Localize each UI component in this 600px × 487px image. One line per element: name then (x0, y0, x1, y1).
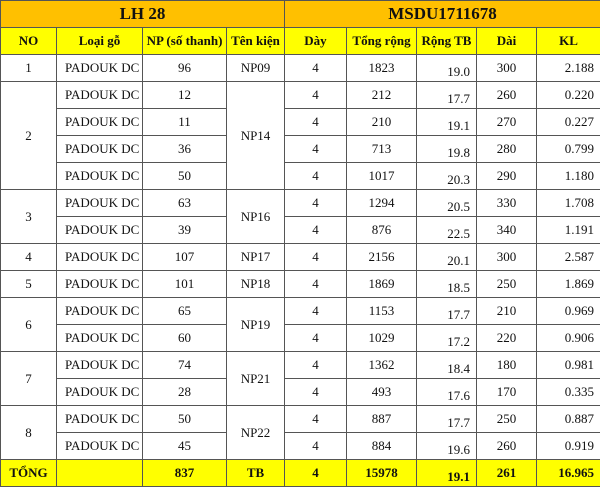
cell-avg-width: 22.5 (417, 217, 477, 244)
cell-np: 11 (143, 109, 227, 136)
col-header-length: Dài (477, 28, 537, 55)
cell-total-width: 713 (347, 136, 417, 163)
cell-total-width: 876 (347, 217, 417, 244)
cell-wood-type: PADOUK DC (57, 271, 143, 298)
cell-volume: 0.227 (537, 109, 600, 136)
table-row (1, 244, 600, 271)
cell-volume: 0.335 (537, 379, 600, 406)
cell-length: 270 (477, 109, 537, 136)
cell-wood-type: PADOUK DC (57, 217, 143, 244)
cell-wood-type: PADOUK DC (57, 190, 143, 217)
table-row (1, 109, 600, 136)
cell-np: 63 (143, 190, 227, 217)
cell-avg-width: 19.1 (417, 109, 477, 136)
cell-no: 1 (1, 55, 57, 82)
total-thickness: 4 (285, 460, 347, 487)
table-row (1, 163, 600, 190)
table-row (1, 82, 600, 109)
cell-avg-width: 20.5 (417, 190, 477, 217)
cell-np: 36 (143, 136, 227, 163)
col-header-avg-width: Rộng TB (417, 28, 477, 55)
cell-package: NP09 (227, 55, 285, 82)
table-row (1, 55, 600, 82)
cell-total-width: 212 (347, 82, 417, 109)
cell-length: 290 (477, 163, 537, 190)
cell-thickness: 4 (285, 109, 347, 136)
cell-thickness: 4 (285, 325, 347, 352)
table-row (1, 136, 600, 163)
table-row (1, 217, 600, 244)
total-package-label: TB (227, 460, 285, 487)
cell-avg-width: 17.7 (417, 406, 477, 433)
table-row (1, 298, 600, 325)
table-row (1, 271, 600, 298)
cell-np: 107 (143, 244, 227, 271)
cell-np: 50 (143, 163, 227, 190)
col-header-no: NO (1, 28, 57, 55)
cell-thickness: 4 (285, 190, 347, 217)
cell-wood-type: PADOUK DC (57, 136, 143, 163)
cell-length: 300 (477, 244, 537, 271)
cell-volume: 0.906 (537, 325, 600, 352)
cell-volume: 1.180 (537, 163, 600, 190)
cell-total-width: 493 (347, 379, 417, 406)
cell-np: 50 (143, 406, 227, 433)
cell-avg-width: 20.3 (417, 163, 477, 190)
table-row (1, 190, 600, 217)
cell-avg-width: 19.6 (417, 433, 477, 460)
total-avg-width: 19.1 (417, 460, 477, 487)
cell-total-width: 1823 (347, 55, 417, 82)
cell-avg-width: 17.2 (417, 325, 477, 352)
cell-wood-type: PADOUK DC (57, 55, 143, 82)
cell-np: 101 (143, 271, 227, 298)
cell-package: NP16 (227, 190, 285, 244)
cell-length: 260 (477, 82, 537, 109)
cell-wood-type: PADOUK DC (57, 352, 143, 379)
cell-volume: 2.587 (537, 244, 600, 271)
cell-length: 260 (477, 433, 537, 460)
cell-volume: 0.981 (537, 352, 600, 379)
cell-volume: 0.919 (537, 433, 600, 460)
cell-avg-width: 17.7 (417, 298, 477, 325)
col-header-thickness: Dày (285, 28, 347, 55)
cell-volume: 1.708 (537, 190, 600, 217)
cell-np: 65 (143, 298, 227, 325)
cell-volume: 0.220 (537, 82, 600, 109)
cell-thickness: 4 (285, 271, 347, 298)
cell-package: NP21 (227, 352, 285, 406)
cell-package: NP17 (227, 244, 285, 271)
cell-avg-width: 19.8 (417, 136, 477, 163)
cell-avg-width: 17.6 (417, 379, 477, 406)
cell-total-width: 1153 (347, 298, 417, 325)
total-empty-cell (57, 460, 143, 487)
cell-total-width: 1294 (347, 190, 417, 217)
cell-avg-width: 20.1 (417, 244, 477, 271)
cell-volume: 0.799 (537, 136, 600, 163)
cell-thickness: 4 (285, 136, 347, 163)
cell-length: 280 (477, 136, 537, 163)
table-row (1, 406, 600, 433)
cell-total-width: 887 (347, 406, 417, 433)
cell-length: 170 (477, 379, 537, 406)
cell-wood-type: PADOUK DC (57, 433, 143, 460)
total-width: 15978 (347, 460, 417, 487)
cell-np: 39 (143, 217, 227, 244)
cell-no: 7 (1, 352, 57, 406)
cell-length: 340 (477, 217, 537, 244)
cell-no: 3 (1, 190, 57, 244)
cell-total-width: 1362 (347, 352, 417, 379)
title-row (1, 1, 600, 28)
cell-wood-type: PADOUK DC (57, 379, 143, 406)
cell-wood-type: PADOUK DC (57, 325, 143, 352)
cell-volume: 0.887 (537, 406, 600, 433)
col-header-np: NP (số thanh) (143, 28, 227, 55)
cell-np: 96 (143, 55, 227, 82)
cell-length: 180 (477, 352, 537, 379)
cell-package: NP19 (227, 298, 285, 352)
lh-title: LH 28 (1, 1, 285, 28)
total-np: 837 (143, 460, 227, 487)
cell-total-width: 1869 (347, 271, 417, 298)
cell-length: 250 (477, 271, 537, 298)
cell-length: 300 (477, 55, 537, 82)
cell-thickness: 4 (285, 379, 347, 406)
cell-wood-type: PADOUK DC (57, 163, 143, 190)
cell-package: NP22 (227, 406, 285, 460)
col-header-wood-type: Loại gỗ (57, 28, 143, 55)
cell-thickness: 4 (285, 55, 347, 82)
total-row (1, 460, 600, 487)
cell-no: 8 (1, 406, 57, 460)
cell-wood-type: PADOUK DC (57, 406, 143, 433)
cell-no: 5 (1, 271, 57, 298)
cell-thickness: 4 (285, 244, 347, 271)
cell-np: 12 (143, 82, 227, 109)
cell-length: 250 (477, 406, 537, 433)
cell-np: 74 (143, 352, 227, 379)
cell-avg-width: 18.5 (417, 271, 477, 298)
cell-thickness: 4 (285, 298, 347, 325)
cell-length: 210 (477, 298, 537, 325)
column-header-row (1, 28, 600, 55)
col-header-package: Tên kiện (227, 28, 285, 55)
col-header-total-width: Tổng rộng (347, 28, 417, 55)
cell-total-width: 210 (347, 109, 417, 136)
cell-length: 220 (477, 325, 537, 352)
table-row (1, 325, 600, 352)
cell-thickness: 4 (285, 82, 347, 109)
cell-wood-type: PADOUK DC (57, 109, 143, 136)
cell-wood-type: PADOUK DC (57, 298, 143, 325)
cell-thickness: 4 (285, 406, 347, 433)
col-header-volume: KL (537, 28, 600, 55)
cell-total-width: 1017 (347, 163, 417, 190)
cell-wood-type: PADOUK DC (57, 244, 143, 271)
cell-np: 60 (143, 325, 227, 352)
total-length: 261 (477, 460, 537, 487)
cell-avg-width: 17.7 (417, 82, 477, 109)
cell-np: 28 (143, 379, 227, 406)
cell-total-width: 2156 (347, 244, 417, 271)
table-row (1, 379, 600, 406)
cell-thickness: 4 (285, 217, 347, 244)
total-volume: 16.965 (537, 460, 600, 487)
cell-avg-width: 18.4 (417, 352, 477, 379)
cell-total-width: 884 (347, 433, 417, 460)
table-row (1, 352, 600, 379)
container-title: MSDU1711678 (285, 1, 600, 28)
cell-package: NP18 (227, 271, 285, 298)
cell-total-width: 1029 (347, 325, 417, 352)
cell-volume: 1.869 (537, 271, 600, 298)
cell-thickness: 4 (285, 433, 347, 460)
cell-avg-width: 19.0 (417, 55, 477, 82)
cell-package: NP14 (227, 82, 285, 190)
cell-thickness: 4 (285, 352, 347, 379)
cell-no: 4 (1, 244, 57, 271)
cell-length: 330 (477, 190, 537, 217)
total-label: TỔNG (1, 460, 57, 487)
cell-volume: 1.191 (537, 217, 600, 244)
table-row (1, 433, 600, 460)
cell-no: 2 (1, 82, 57, 190)
cell-thickness: 4 (285, 163, 347, 190)
cell-no: 6 (1, 298, 57, 352)
cell-np: 45 (143, 433, 227, 460)
cell-volume: 0.969 (537, 298, 600, 325)
cell-wood-type: PADOUK DC (57, 82, 143, 109)
cell-volume: 2.188 (537, 55, 600, 82)
